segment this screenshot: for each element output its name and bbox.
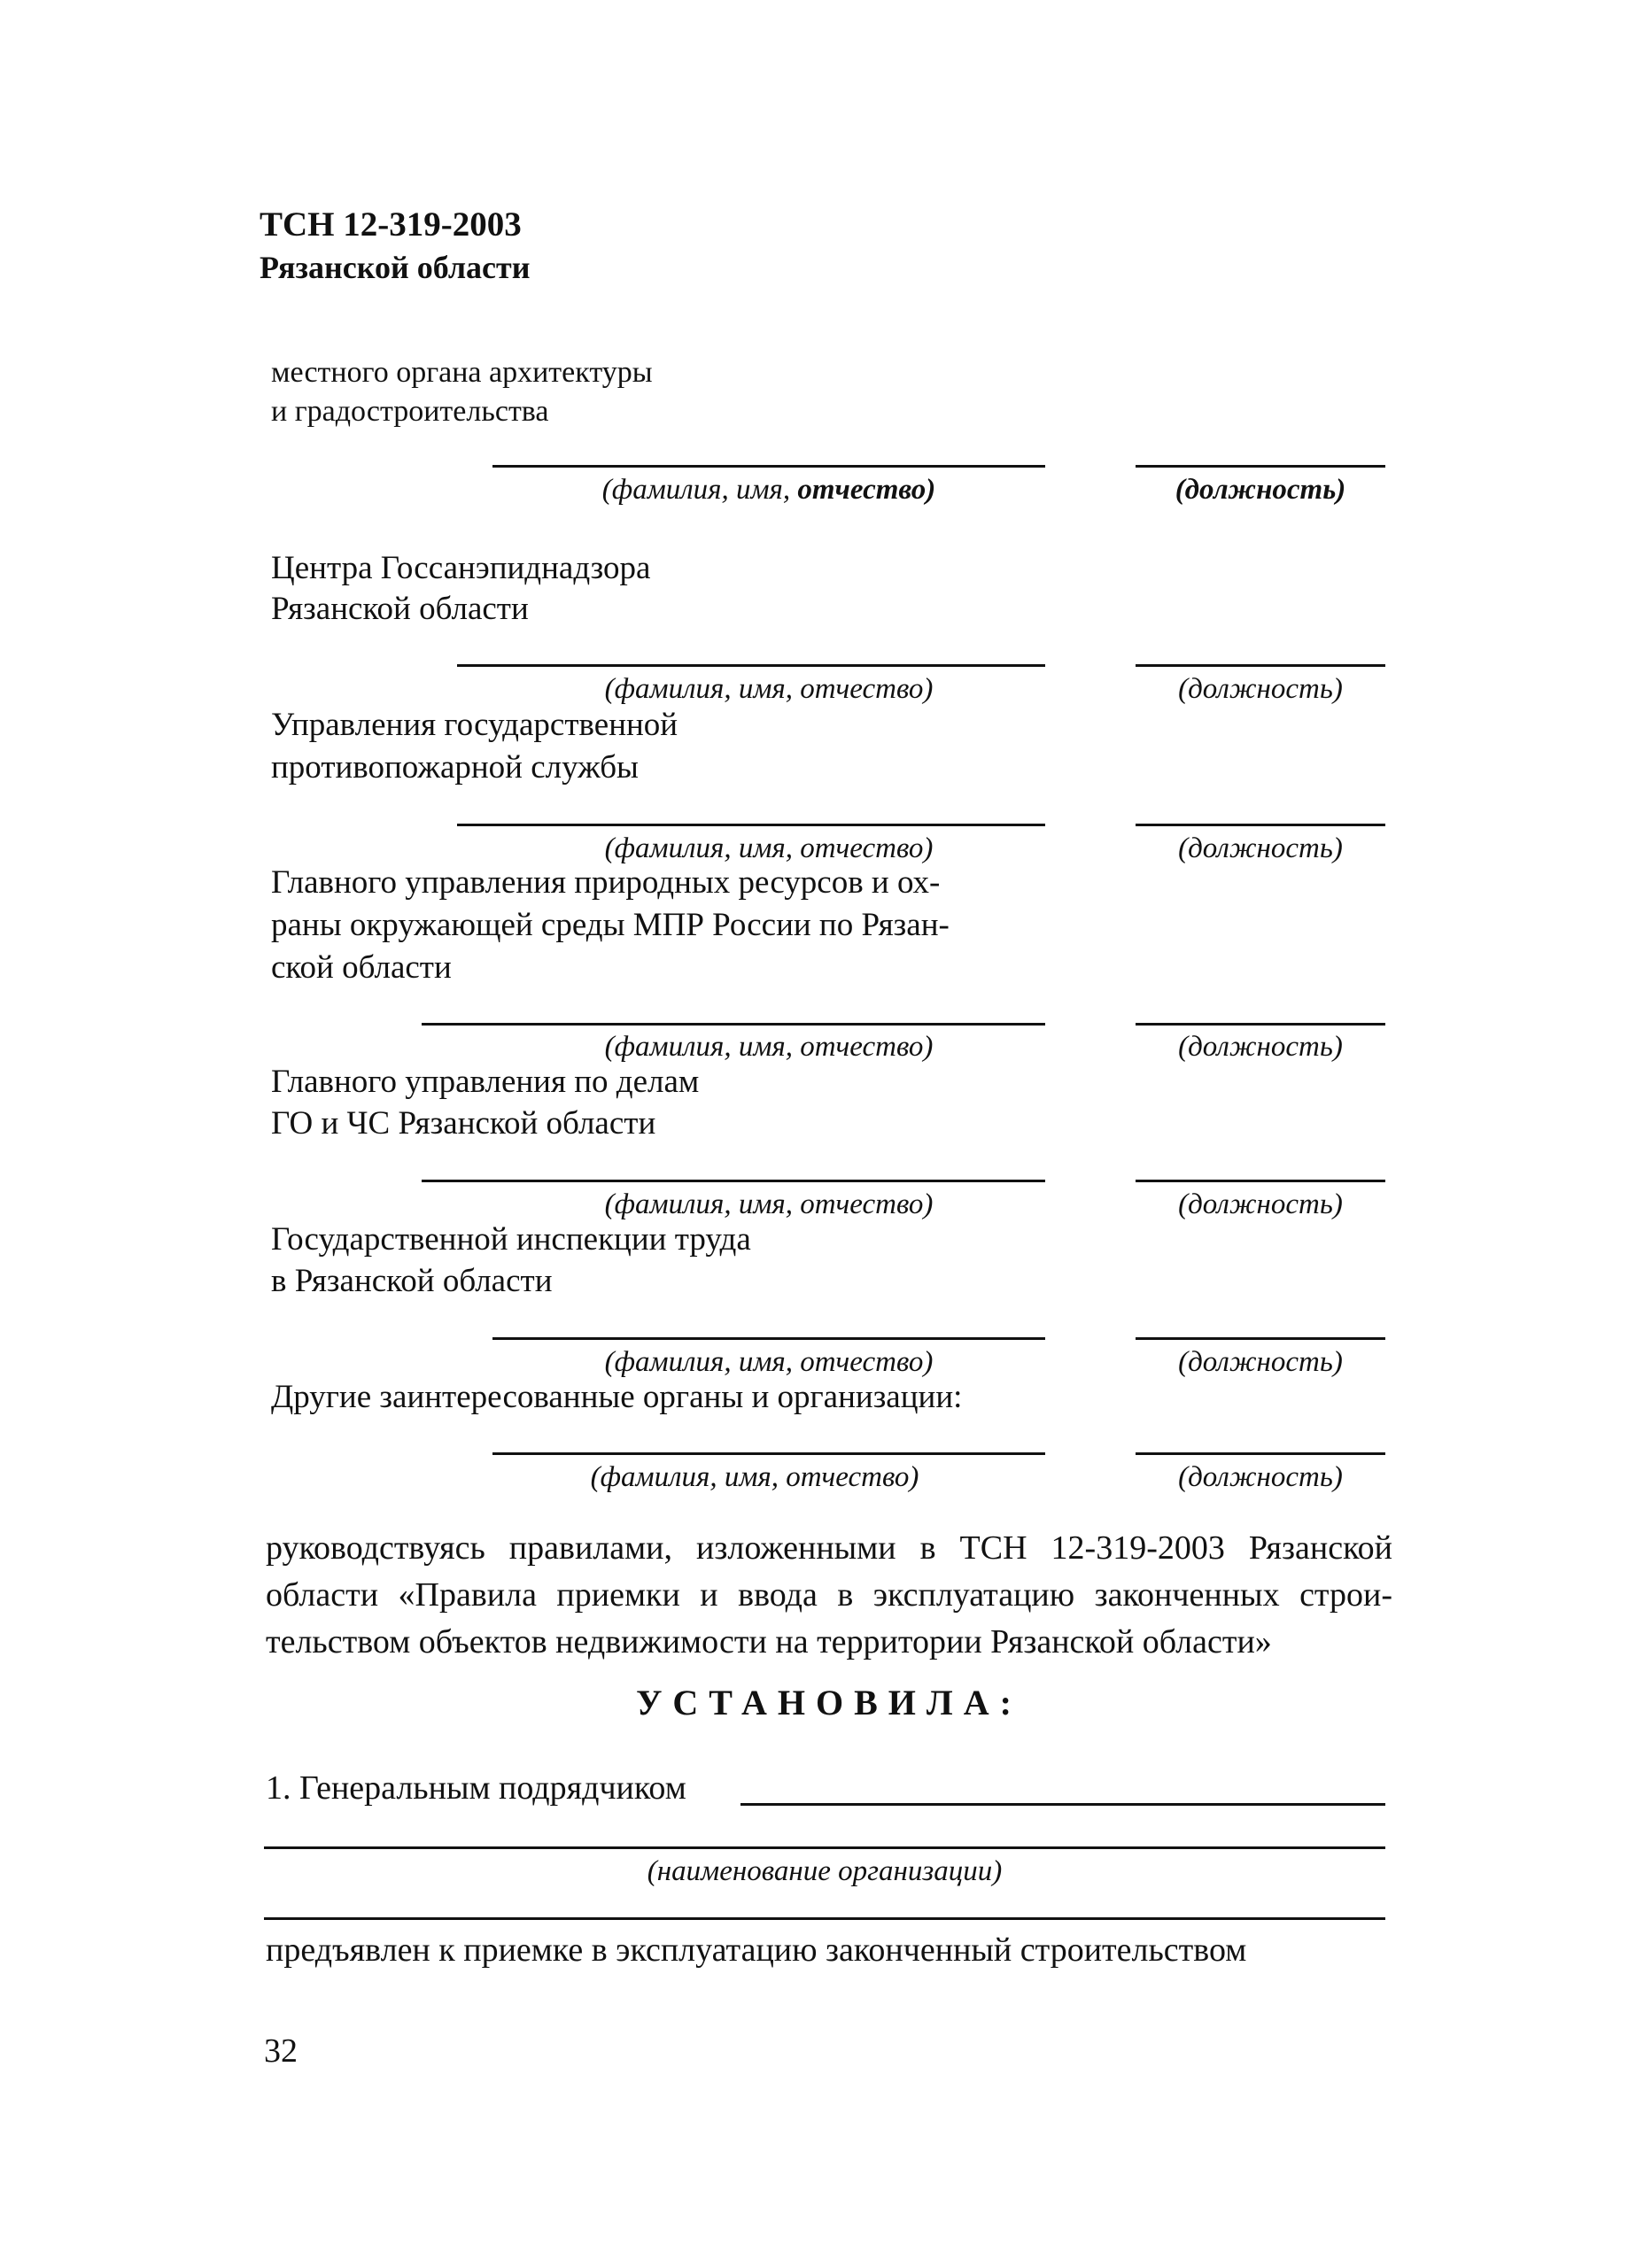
fio-caption <box>492 472 1045 507</box>
organization-name-continuation-line[interactable] <box>264 1917 1385 1920</box>
fio-signature-line[interactable] <box>492 1452 1045 1455</box>
org-architecture-line-2: и градостроительства <box>271 395 549 428</box>
document-region: Рязанской области <box>260 250 531 285</box>
position-signature-line[interactable] <box>1136 824 1385 826</box>
position-caption: (должность) <box>1178 1031 1343 1063</box>
fio-signature-line[interactable] <box>422 1023 1045 1026</box>
paragraph-line: тельством объектов недвижимости на территории Рязанской области» <box>266 1623 1272 1660</box>
position-caption: (должность) <box>1178 673 1343 705</box>
item-general-contractor: 1. Генеральным подрядчиком <box>266 1769 686 1807</box>
position-signature-line[interactable] <box>1136 664 1385 667</box>
org-fire-service-line-2: противопожарной службы <box>271 749 639 786</box>
general-contractor-line[interactable] <box>740 1803 1385 1806</box>
section-heading: УСТАНОВИЛА: <box>636 1683 1022 1722</box>
final-line: предъявлен к приемке в эксплуатацию законченный строительством <box>266 1931 1247 1969</box>
org-civil-defence-line-2: ГО и ЧС Рязанской области <box>271 1105 656 1142</box>
fio-caption: (фамилия, имя, отчество) <box>604 673 934 705</box>
fio-signature-line[interactable] <box>492 465 1045 468</box>
org-sanepid-line-2: Рязанской области <box>271 591 529 627</box>
org-natural-resources-line-3: ской области <box>271 949 452 986</box>
org-sanepid-line-1: Центра Госсанэпиднадзора <box>271 550 651 586</box>
fio-caption: (фамилия, имя, отчество) <box>590 1461 919 1493</box>
position-signature-line[interactable] <box>1136 1023 1385 1026</box>
position-caption: (должность) <box>1178 1346 1343 1378</box>
body-paragraph <box>266 1525 1392 1666</box>
fio-signature-line[interactable] <box>457 824 1045 826</box>
position-signature-line[interactable] <box>1136 1180 1385 1182</box>
fio-signature-line[interactable] <box>422 1180 1045 1182</box>
fio-signature-line[interactable] <box>492 1337 1045 1340</box>
fio-signature-line[interactable] <box>457 664 1045 667</box>
position-caption: (должность) <box>1178 1188 1343 1220</box>
position-caption: (должность) <box>1175 474 1346 506</box>
org-natural-resources-line-2: раны окружающей среды МПР России по Рязан- <box>271 907 950 943</box>
position-signature-line[interactable] <box>1136 465 1385 468</box>
fio-caption: (фамилия, имя, отчество) <box>604 1031 934 1063</box>
org-natural-resources-line-1: Главного управления природных ресурсов и ох- <box>271 864 941 901</box>
document-code: ТСН 12-319-2003 <box>260 205 522 244</box>
paragraph-line: области «Правила приемки и ввода в эксплуатацию законченных строи- <box>266 1576 1392 1614</box>
org-civil-defence-line-1: Главного управления по делам <box>271 1064 700 1100</box>
position-caption: (должность) <box>1178 832 1343 864</box>
page-number: 32 <box>264 2032 298 2070</box>
position-signature-line[interactable] <box>1136 1452 1385 1455</box>
organization-name-caption: (наименование организации) <box>647 1855 1003 1887</box>
org-other-line-1: Другие заинтересованные органы и организации: <box>271 1379 963 1415</box>
organization-name-line[interactable] <box>264 1846 1385 1849</box>
org-fire-service-line-1: Управления государственной <box>271 707 678 743</box>
fio-caption-part: (фамилия, имя, <box>601 474 798 506</box>
fio-caption: (фамилия, имя, отчество) <box>604 1346 934 1378</box>
org-labour-inspection-line-2: в Рязанской области <box>271 1263 553 1299</box>
org-labour-inspection-line-1: Государственной инспекции труда <box>271 1221 751 1258</box>
position-signature-line[interactable] <box>1136 1337 1385 1340</box>
position-caption: (должность) <box>1178 1461 1343 1493</box>
fio-caption-bold-part: отчество) <box>797 474 936 506</box>
fio-caption: (фамилия, имя, отчество) <box>604 1188 934 1220</box>
fio-caption: (фамилия, имя, отчество) <box>604 832 934 864</box>
paragraph-line: руководствуясь правилами, изложенными в ТСН 12-319-2003 Рязанской <box>266 1529 1392 1567</box>
org-architecture-line-1: местного органа архитектуры <box>271 356 653 389</box>
